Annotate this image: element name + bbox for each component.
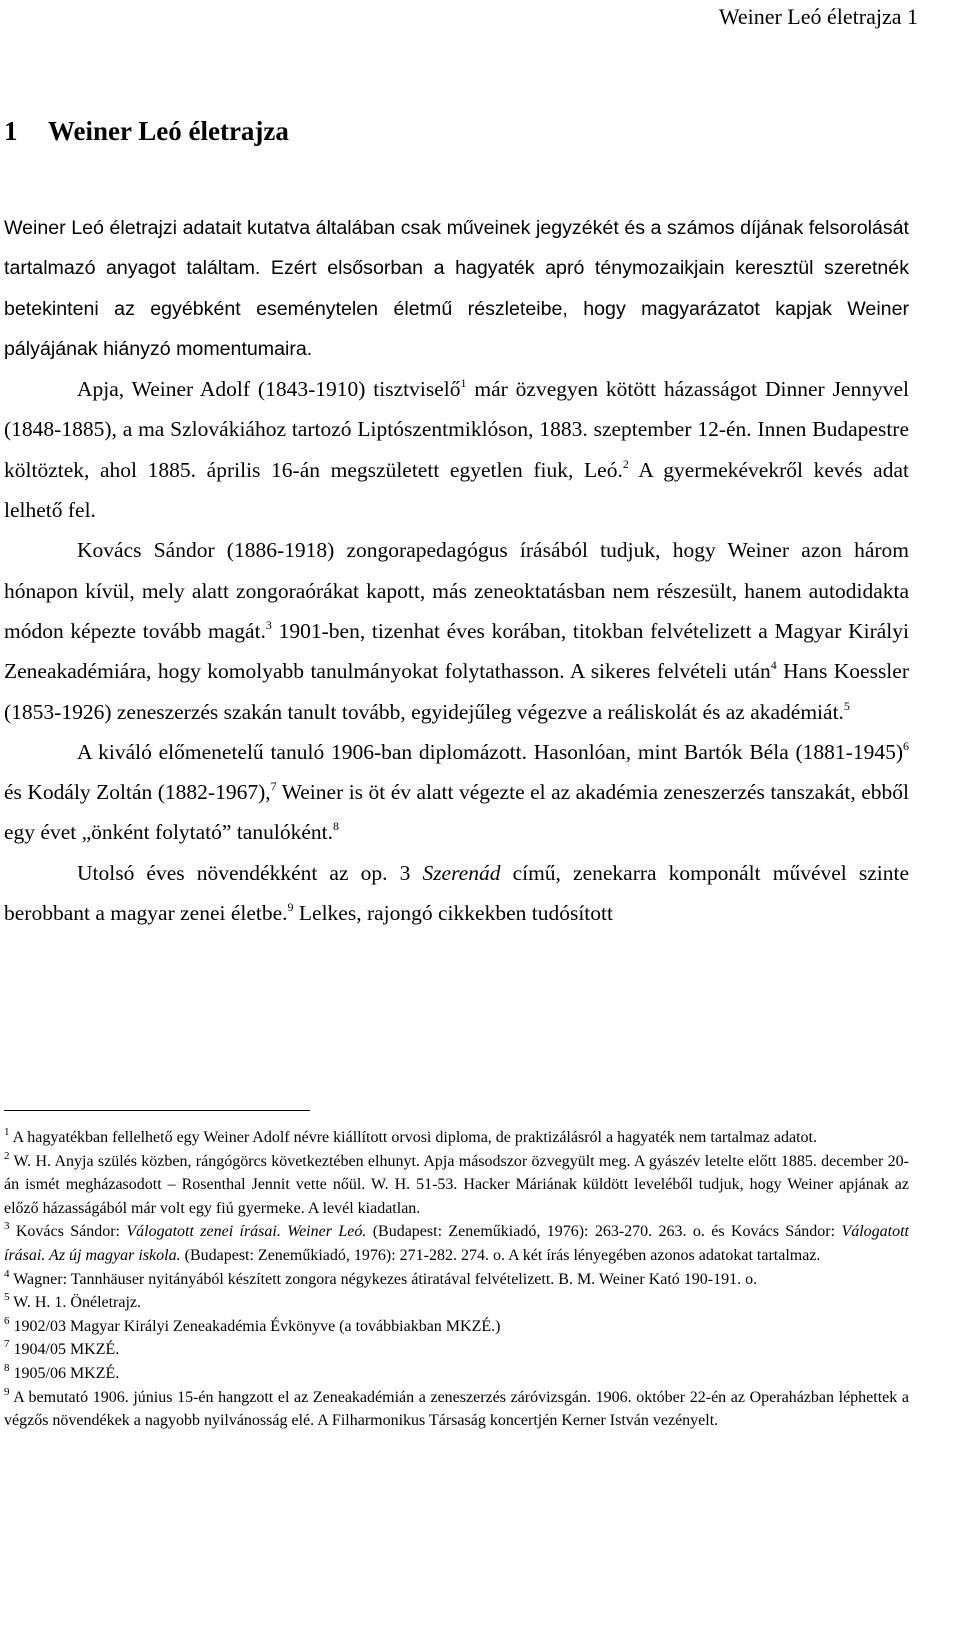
footnote-text: 1902/03 Magyar Királyi Zeneakadémia Évkönyve (a továbbiakban MKZÉ.) [13, 1317, 501, 1335]
footnote-ref-1[interactable]: 1 [460, 376, 467, 391]
chapter-number: 1 [4, 116, 18, 146]
footnote-number: 9 [4, 1385, 10, 1398]
footnote-ref-5[interactable]: 5 [843, 698, 850, 713]
footnote-text: 1905/06 MKZÉ. [13, 1364, 120, 1382]
footnote-number: 5 [4, 1291, 10, 1304]
chapter-heading [4, 116, 289, 147]
text-run: Hans Koessler (1853-1926) zeneszerzés szakán tanult tovább, egyidejűleg végezve a reáliskolát és az akadémiát. [4, 659, 909, 724]
running-header: Weiner Leó életrajza 1 [718, 4, 918, 29]
footnote-7 [4, 1338, 909, 1362]
footnote-text: Wagner: Tannhäuser nyitányából készített zongora négykezes átiratával felvételizett. B. M. Weiner Kató 190-191. o. [13, 1270, 758, 1288]
footnote-separator [4, 1110, 310, 1111]
footnote-2 [4, 1150, 909, 1221]
work-title: Szerenád [422, 860, 501, 885]
footnote-number: 6 [4, 1314, 10, 1327]
footnote-number: 4 [4, 1267, 10, 1280]
footnote-number: 7 [4, 1338, 10, 1351]
text-run: A gyermekévekről kevés adat lelhető fel. [4, 457, 909, 523]
footnote-9 [4, 1386, 909, 1433]
footnote-6 [4, 1315, 909, 1339]
footnote-number: 8 [4, 1361, 10, 1374]
footnote-8 [4, 1362, 909, 1386]
footnote-ref-3[interactable]: 3 [265, 617, 272, 632]
footnote-5 [4, 1291, 909, 1315]
footnote-1 [4, 1126, 909, 1150]
body-text [4, 208, 909, 933]
footnote-ref-2[interactable]: 2 [622, 456, 629, 471]
paragraph-parents [4, 369, 909, 530]
paragraph-studies [4, 530, 909, 731]
text-run: Lelkes, rajongó cikkekben tudósított [293, 901, 613, 926]
text-run: Utolsó éves növendékként az op. 3 [77, 860, 423, 885]
footnote-number: 2 [4, 1149, 10, 1162]
text-run: A kiváló előmenetelű tanuló 1906-ban diplomázott. Hasonlóan, mint Bartók Béla (1881-1945) [77, 739, 903, 764]
footnote-text: W. H. Anyja szülés közben, rángógörcs következtében elhunyt. Apja másodszor özvegyült meg. A gyászév letelte előtt 1885. december 20-án ismét megházasodott – Rosenthal Jennit vette nőül. W. H. 51-53. Hacker Máriának küldött leveléből tudjuk, hogy Weiner apjának az előző házasságából már volt egy fiú gyermeke. A levél kiadatlan. [4, 1152, 909, 1217]
book-title: Válogatott zenei írásai. Weiner Leó. [126, 1223, 367, 1241]
footnote-text: W. H. 1. Önéletrajz. [13, 1294, 142, 1312]
text-run: című, zenekarra komponált művével szinte berobbant a magyar zenei életbe. [4, 860, 909, 926]
footnote-text: Kovács Sándor: [15, 1223, 127, 1241]
footnote-text: A hagyatékban fellelhető egy Weiner Adolf névre kiállított orvosi diploma, de praktizálásról a hagyaték nem tartalmaz adatot. [12, 1129, 817, 1146]
footnote-3 [4, 1220, 909, 1267]
paragraph-diploma [4, 732, 909, 853]
footnote-4 [4, 1268, 909, 1292]
footnotes [4, 1126, 909, 1433]
text-run: Apja, Weiner Adolf (1843-1910) tisztviselő [77, 377, 461, 402]
text-run: Weiner is öt év alatt végezte el az akadémia zeneszerzés tanszakát, ebből egy évet „önként folytató” tanulóként. [4, 780, 909, 845]
footnote-number: 3 [4, 1220, 10, 1233]
footnote-text: (Budapest: Zeneműkiadó, 1976): 271-282. 274. o. A két írás lényegében azonos adatokat tartalmaz. [180, 1246, 821, 1264]
paragraph-serenade [4, 853, 909, 934]
book-title: Válogatott írásai. Az új magyar iskola. [4, 1223, 909, 1264]
paragraph-intro: Weiner Leó életrajzi adatait kutatva általában csak műveinek jegyzékét és a számos díjának felsorolását tartalmazó anyagot találtam. Ezért elsősorban a hagyaték apró ténymozaikjain keresztül szeretnék betekinteni az egyébként eseménytelen életmű részleteibe, hogy magyarázatot kapjak Weiner pályájának hiányzó momentumaira. [4, 217, 909, 360]
footnote-ref-9[interactable]: 9 [287, 900, 294, 915]
footnote-ref-8[interactable]: 8 [332, 819, 339, 834]
text-run: és Kodály Zoltán (1882-1967), [4, 780, 271, 805]
footnote-text: 1904/05 MKZÉ. [13, 1341, 120, 1359]
footnote-number: 1 [4, 1126, 10, 1138]
chapter-title: Weiner Leó életrajza [48, 116, 289, 146]
footnote-text: A bemutató 1906. június 15-én hangzott el az Zeneakadémián a zeneszerzés záróvizsgán. 1906. október 22-én az Operaházban léphettek a végzős növendékek a nagyobb nyilvánosság elé. A Filharmonikus Társaság koncertjén Kerner István vezényelt. [4, 1388, 910, 1430]
text-run: Kovács Sándor (1886-1918) zongorapedagógus írásából tudjuk, hogy Weiner azon három hónapon kívül, mely alatt zongoraórákat kapott, más zeneoktatásban nem részesült, hanem autodidakta módon képezte tovább magát. [4, 538, 909, 643]
footnote-ref-7[interactable]: 7 [270, 779, 277, 794]
footnote-text: (Budapest: Zeneműkiadó, 1976): 263-270. 263. o. és Kovács Sándor: [366, 1223, 842, 1241]
footnote-ref-4[interactable]: 4 [770, 658, 777, 673]
text-run: már özvegyen kötött házasságot Dinner Jennyvel (1848-1885), a ma Szlovákiához tartozó Liptószentmiklóson, 1883. szeptember 12-én. Innen Budapestre költöztek, ahol 1885. április 16-án megszületett egyetlen fiuk, Leó. [4, 377, 909, 482]
text-run: 1901-ben, tizenhat éves korában, titokban felvételizett a Magyar Királyi Zeneakadémiára, hogy komolyabb tanulmányokat folytathasson. A sikeres felvételi után [4, 618, 909, 684]
footnote-ref-6[interactable]: 6 [903, 738, 909, 753]
